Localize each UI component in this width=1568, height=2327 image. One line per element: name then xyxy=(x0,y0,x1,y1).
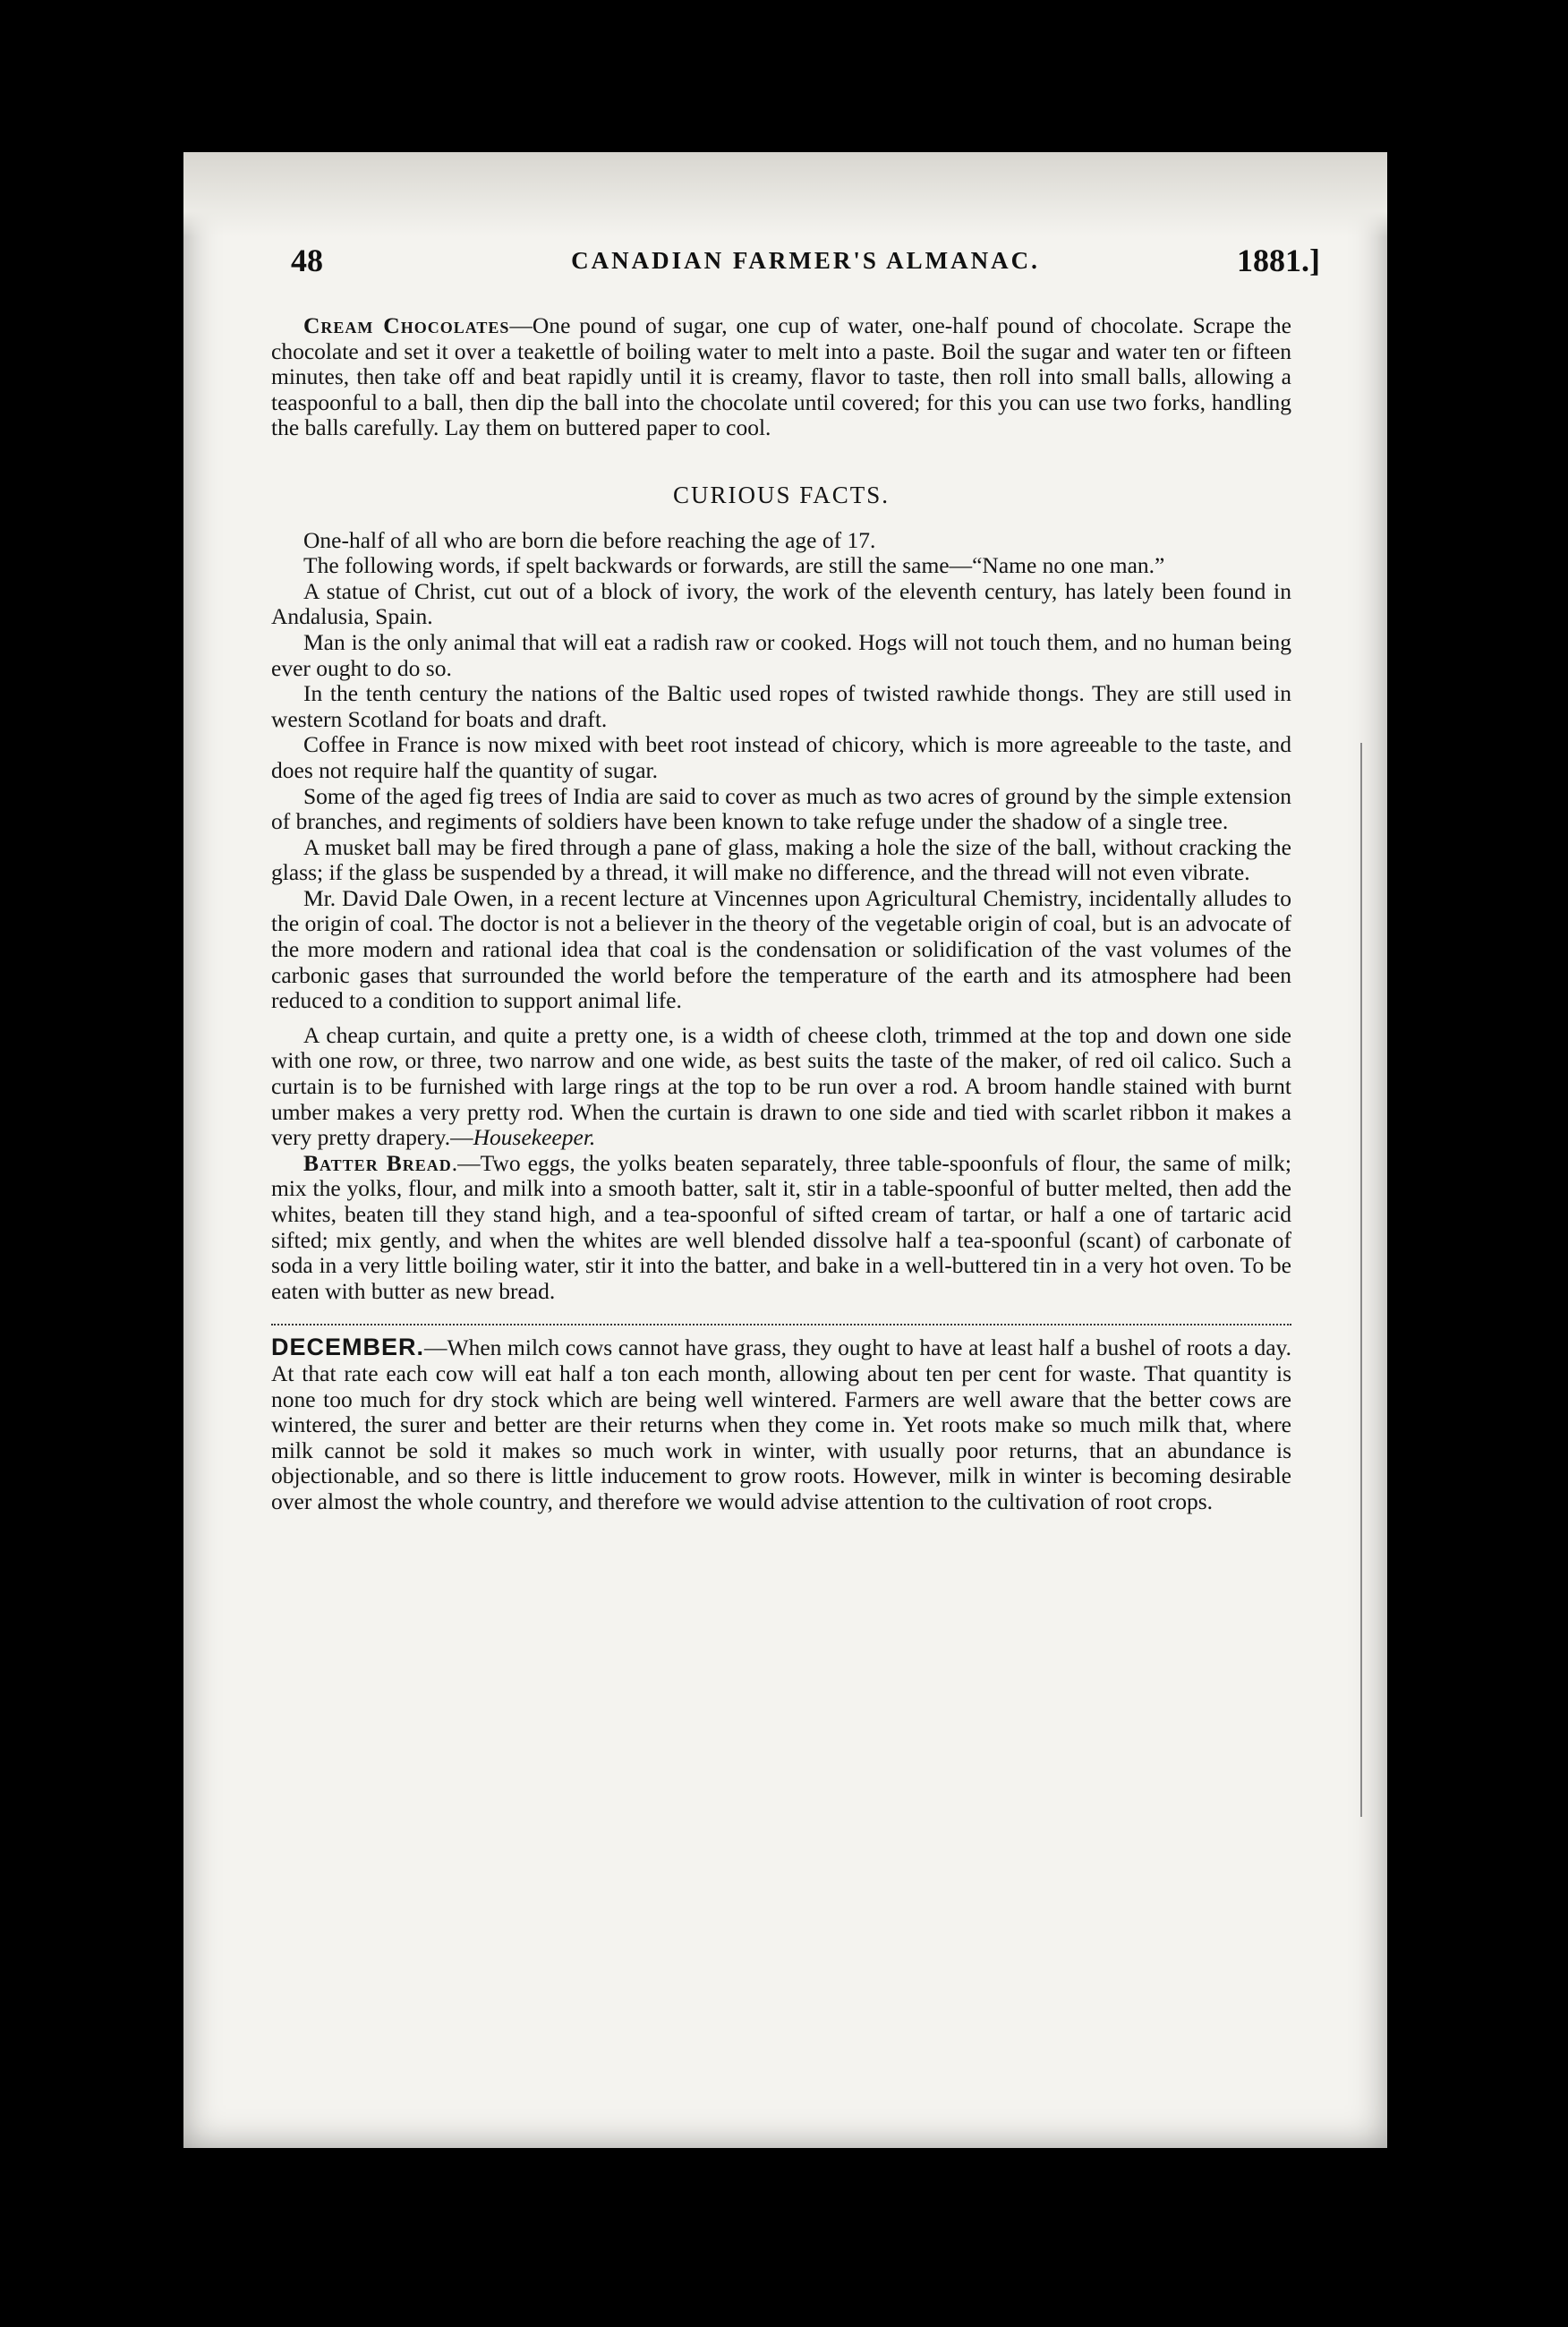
almanac-page xyxy=(183,152,1387,2148)
month-title: DECEMBER. xyxy=(271,1334,425,1361)
worn-top-edge xyxy=(183,152,1387,237)
recipe-body: —One pound of sugar, one cup of water, one-half pound of chocolate. Scrape the chocolate and set it over a teakettle of boiling water to melt into a paste. Boil the sugar and water ten or fifteen minutes, then take off and beat rapidly until it is creamy, flavor to taste, then roll into small balls, allowing a teaspoonful to a ball, then dip the ball into the chocolate until covered; for this you can use two forks, handling the balls carefully. Lay them on buttered paper to cool. xyxy=(271,312,1291,441)
batter-bread-recipe xyxy=(271,1151,1291,1305)
fact-item: Mr. David Dale Owen, in a recent lecture at Vincennes upon Agricultural Chemistry, incidentally alludes to the origin of coal. The doctor is not a believer in the theory of the vegetable origin of coal, but is an advocate of the more modern and rational idea that coal is the condensation or solidification of the vast volumes of the carbonic gases that surrounded the world before the temperature of the earth and its atmosphere had been reduced to a condition to support animal life. xyxy=(271,884,1291,1014)
running-header xyxy=(291,242,1320,286)
cream-chocolates-recipe xyxy=(271,313,1291,441)
december-body: —When milch cows cannot have grass, they ought to have at least half a bushel of roots a day. At that rate each cow will eat half a ton each month, allowing about ten per cent for waste. That quantity is none too much for dry stock which are being well wintered. Farmers are well aware that the better cows are wintered, the surer and better are their returns when they come in. Yet roots make so much milk that, where milk cannot be sold it makes so much work in winter, with usually poor returns, that an abundance is objectionable, and so there is little inducement to grow roots. However, milk in winter is becoming desirable over almost the whole country, and therefore we would advise attention to the cultivation of root crops. xyxy=(271,1334,1291,1514)
fact-item: The following words, if spelt backwards or forwards, are still the same—“Name no one man.” xyxy=(303,552,1165,579)
fact-item: One-half of all who are born die before reaching the age of 17. xyxy=(303,526,876,553)
section-heading: CURIOUS FACTS. xyxy=(672,481,891,508)
curtain-body: A cheap curtain, and quite a pretty one, is a width of cheese cloth, trimmed at the top and down one side with one row, or three, two narrow and one wide, as best suits the taste of the maker, of red oil calico. Such a curtain is to be furnished with large rings at the top to be run over a rod. A broom handle stained with burnt umber makes a very pretty rod. When the curtain is drawn to one side and tied with scarlet ribbon it makes a very pretty drapery.— xyxy=(271,1021,1291,1151)
fact-item: Coffee in France is now mixed with beet root instead of chicory, which is more agreeable to the taste, and does not require half the quantity of sugar. xyxy=(271,731,1291,783)
page-content xyxy=(271,313,1291,1515)
fact-item: A musket ball may be fired through a pane of glass, making a hole the size of the ball, without cracking the glass; if the glass be suspended by a thread, it will make no difference, and the thread will not even vibrate. xyxy=(271,833,1291,886)
december-paragraph xyxy=(271,1334,1291,1514)
year-label: 1881.] xyxy=(1237,243,1320,278)
page-number: 48 xyxy=(291,243,323,278)
margin-mark xyxy=(1360,743,1362,1817)
recipe-body: .—Two eggs, the yolks beaten separately, three table-spoonfuls of flour, the same of milk; mix the yolks, flour, and milk into a smooth batter, salt it, stir in a table-spoonful of butter melted, then add the whites, beaten till they stand high, and a tea-spoonful of sifted cream of tartar, or half a one of tartaric acid sifted; mix gently, and when the whites are well blended dissolve half a tea-spoonful (scant) of carbonate of soda in a very little boiling water, stir it into the batter, and bake in a well-buttered tin in a very hot oven. To be eaten with butter as new bread. xyxy=(271,1149,1291,1304)
fact-item: Man is the only animal that will eat a radish raw or cooked. Hogs will not touch them, and no human being ever ought to do so. xyxy=(271,628,1291,681)
fact-item: In the tenth century the nations of the Baltic used ropes of twisted rawhide thongs. They are still used in western Scotland for boats and draft. xyxy=(271,680,1291,732)
curtain-source: Housekeeper. xyxy=(473,1124,596,1151)
running-title: CANADIAN FARMER'S ALMANAC. xyxy=(571,247,1040,274)
fact-item: A statue of Christ, cut out of a block of ivory, the work of the eleventh century, has lately been found in Andalusia, Spain. xyxy=(271,577,1291,630)
fact-item: Some of the aged fig trees of India are said to cover as much as two acres of ground by the simple extension of branches, and regiments of soldiers have been known to take refuge under the shadow of a single tree. xyxy=(271,782,1291,835)
curtain-paragraph xyxy=(271,1023,1291,1151)
recipe-title: Cream Chocolates xyxy=(303,312,510,338)
recipe-title: Batter Bread xyxy=(303,1149,452,1176)
divider xyxy=(271,1324,1291,1325)
